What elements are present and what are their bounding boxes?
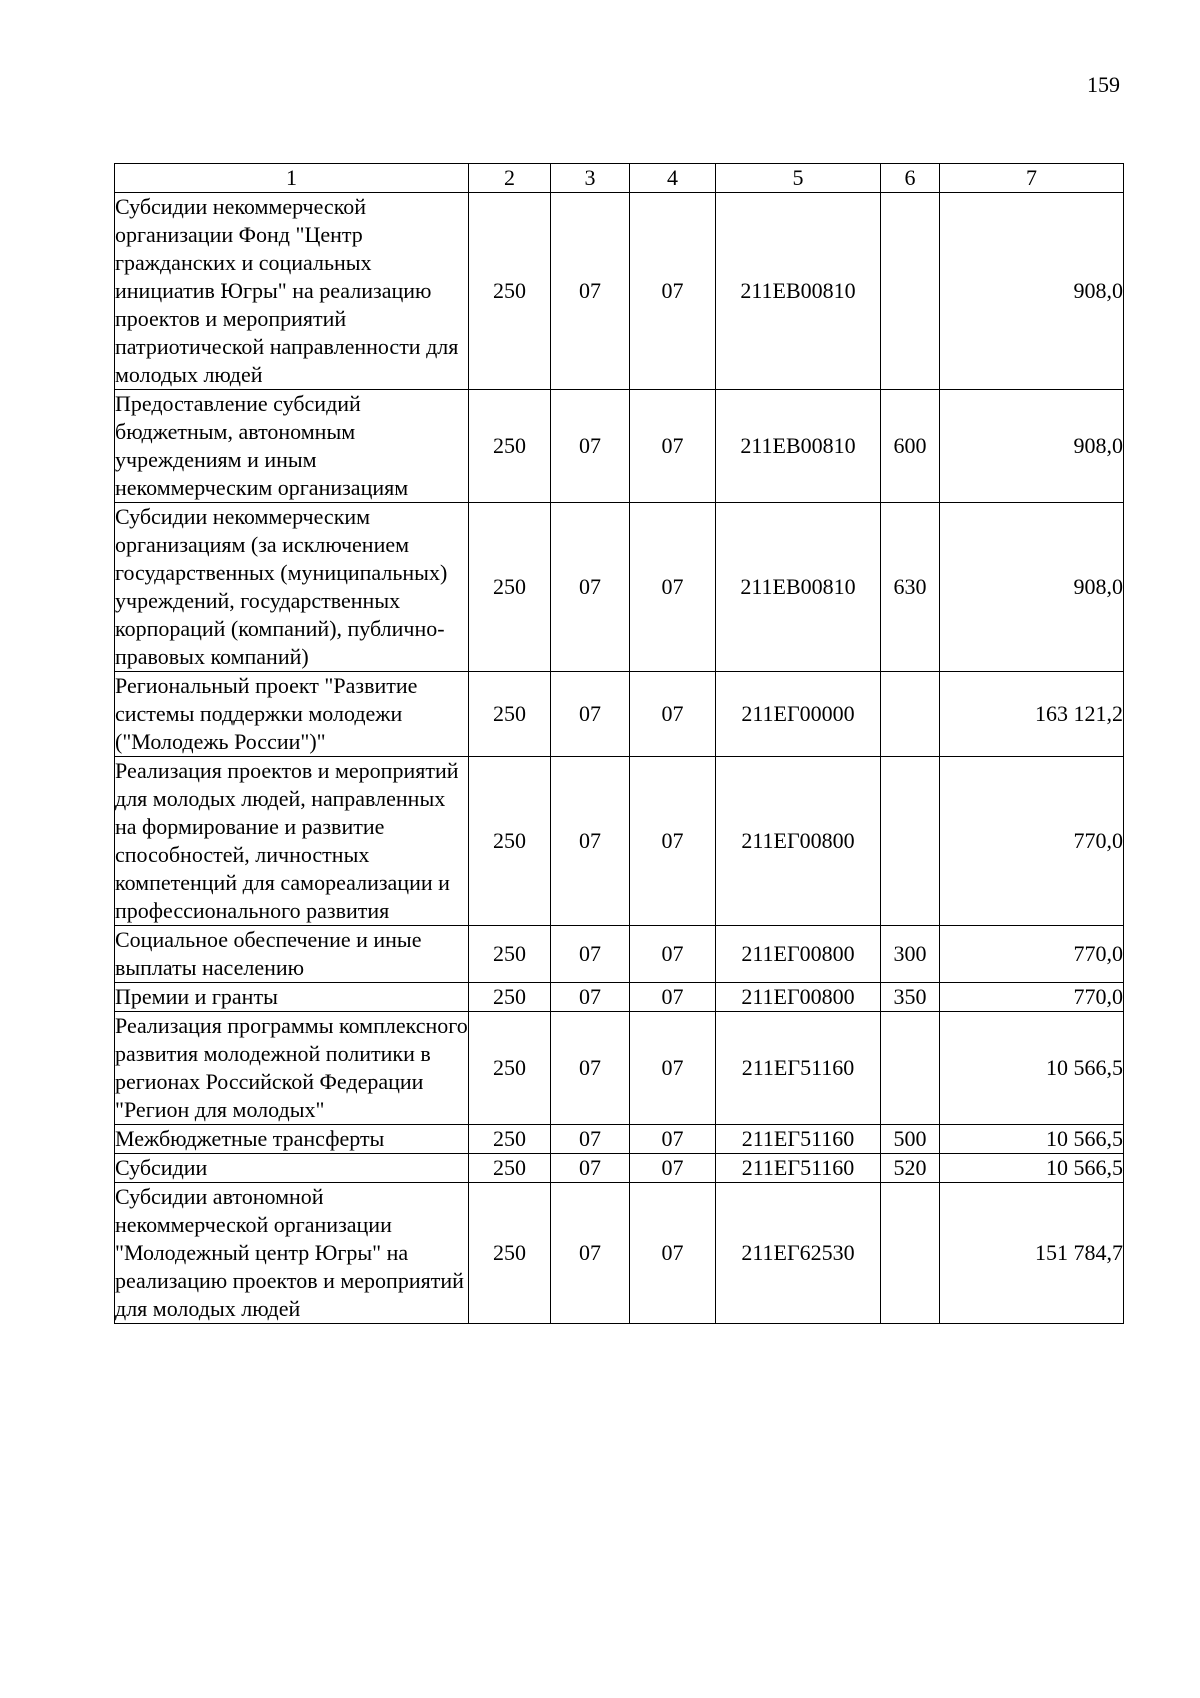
- row-col-6: [881, 193, 940, 390]
- row-name: Реализация проектов и мероприятий для молодых людей, направленных на формирование и развитие способностей, личностных компетенций для самореализации и профессионального развития: [115, 757, 469, 926]
- row-name: Межбюджетные трансферты: [115, 1125, 469, 1154]
- row-col-3: 07: [551, 1183, 630, 1324]
- header-col-5: 5: [716, 164, 881, 193]
- table-row: [115, 926, 1124, 983]
- header-col-7: 7: [940, 164, 1124, 193]
- row-col-2: 250: [469, 503, 551, 672]
- row-col-4: 07: [630, 193, 716, 390]
- row-col-4: 07: [630, 1125, 716, 1154]
- row-amount: 770,0: [940, 926, 1124, 983]
- table-row: [115, 503, 1124, 672]
- table-row: [115, 1012, 1124, 1125]
- row-col-6: 630: [881, 503, 940, 672]
- table-row: [115, 1183, 1124, 1324]
- row-col-5: 211EГ00000: [716, 672, 881, 757]
- row-col-6: [881, 1183, 940, 1324]
- table-row: [115, 193, 1124, 390]
- row-name: Социальное обеспечение и иные выплаты населению: [115, 926, 469, 983]
- table-row: [115, 983, 1124, 1012]
- row-col-5: 211EГ51160: [716, 1125, 881, 1154]
- row-col-6: 300: [881, 926, 940, 983]
- row-amount: 163 121,2: [940, 672, 1124, 757]
- row-col-6: [881, 757, 940, 926]
- row-amount: 908,0: [940, 193, 1124, 390]
- row-col-2: 250: [469, 983, 551, 1012]
- header-row: [115, 164, 1124, 193]
- table-row: [115, 757, 1124, 926]
- row-col-5: 211EГ51160: [716, 1012, 881, 1125]
- row-amount: 151 784,7: [940, 1183, 1124, 1324]
- header-col-4: 4: [630, 164, 716, 193]
- row-col-3: 07: [551, 926, 630, 983]
- row-col-4: 07: [630, 983, 716, 1012]
- row-col-2: 250: [469, 672, 551, 757]
- header-col-1: 1: [115, 164, 469, 193]
- row-col-4: 07: [630, 757, 716, 926]
- row-col-4: 07: [630, 1154, 716, 1183]
- row-col-3: 07: [551, 1012, 630, 1125]
- row-name: Субсидии автономной некоммерческой организации "Молодежный центр Югры" на реализацию проектов и мероприятий для молодых людей: [115, 1183, 469, 1324]
- row-col-4: 07: [630, 672, 716, 757]
- row-name: Реализация программы комплексного развития молодежной политики в регионах Российской Федерации "Регион для молодых": [115, 1012, 469, 1125]
- row-amount: 770,0: [940, 757, 1124, 926]
- row-amount: 908,0: [940, 503, 1124, 672]
- row-col-6: 500: [881, 1125, 940, 1154]
- row-col-4: 07: [630, 926, 716, 983]
- row-col-3: 07: [551, 503, 630, 672]
- row-col-6: 520: [881, 1154, 940, 1183]
- row-col-2: 250: [469, 1154, 551, 1183]
- header-col-3: 3: [551, 164, 630, 193]
- row-col-2: 250: [469, 390, 551, 503]
- row-col-5: 211EГ62530: [716, 1183, 881, 1324]
- header-col-2: 2: [469, 164, 551, 193]
- row-col-5: 211EB00810: [716, 193, 881, 390]
- row-name: Премии и гранты: [115, 983, 469, 1012]
- header-col-6: 6: [881, 164, 940, 193]
- row-amount: 908,0: [940, 390, 1124, 503]
- page-number: 159: [1087, 72, 1120, 97]
- budget-table: [114, 163, 1124, 1324]
- row-col-5: 211EB00810: [716, 503, 881, 672]
- row-col-4: 07: [630, 390, 716, 503]
- row-col-3: 07: [551, 1154, 630, 1183]
- row-col-3: 07: [551, 193, 630, 390]
- row-name: Региональный проект "Развитие системы поддержки молодежи ("Молодежь России")": [115, 672, 469, 757]
- row-col-2: 250: [469, 193, 551, 390]
- row-amount: 10 566,5: [940, 1012, 1124, 1125]
- table-row: [115, 1125, 1124, 1154]
- row-col-6: 350: [881, 983, 940, 1012]
- row-name: Субсидии некоммерческой организации Фонд "Центр гражданских и социальных инициатив Югры" на реализацию проектов и мероприятий патриотической направленности для молодых людей: [115, 193, 469, 390]
- row-col-2: 250: [469, 1125, 551, 1154]
- row-col-5: 211EГ00800: [716, 757, 881, 926]
- row-col-6: 600: [881, 390, 940, 503]
- row-col-3: 07: [551, 390, 630, 503]
- row-amount: 10 566,5: [940, 1154, 1124, 1183]
- row-col-3: 07: [551, 983, 630, 1012]
- row-amount: 770,0: [940, 983, 1124, 1012]
- row-col-2: 250: [469, 757, 551, 926]
- row-col-5: 211EГ51160: [716, 1154, 881, 1183]
- row-col-4: 07: [630, 1012, 716, 1125]
- row-col-2: 250: [469, 1012, 551, 1125]
- table-row: [115, 1154, 1124, 1183]
- row-name: Субсидии: [115, 1154, 469, 1183]
- row-col-6: [881, 1012, 940, 1125]
- row-col-3: 07: [551, 672, 630, 757]
- row-col-2: 250: [469, 926, 551, 983]
- row-col-6: [881, 672, 940, 757]
- row-col-3: 07: [551, 1125, 630, 1154]
- row-col-4: 07: [630, 1183, 716, 1324]
- row-col-5: 211EB00810: [716, 390, 881, 503]
- row-col-2: 250: [469, 1183, 551, 1324]
- table-row: [115, 390, 1124, 503]
- row-name: Субсидии некоммерческим организациям (за исключением государственных (муниципальных) учреждений, государственных корпораций (компаний), публично-правовых компаний): [115, 503, 469, 672]
- row-col-4: 07: [630, 503, 716, 672]
- table-row: [115, 672, 1124, 757]
- row-amount: 10 566,5: [940, 1125, 1124, 1154]
- row-col-3: 07: [551, 757, 630, 926]
- row-col-5: 211EГ00800: [716, 983, 881, 1012]
- row-col-5: 211EГ00800: [716, 926, 881, 983]
- row-name: Предоставление субсидий бюджетным, автономным учреждениям и иным некоммерческим организациям: [115, 390, 469, 503]
